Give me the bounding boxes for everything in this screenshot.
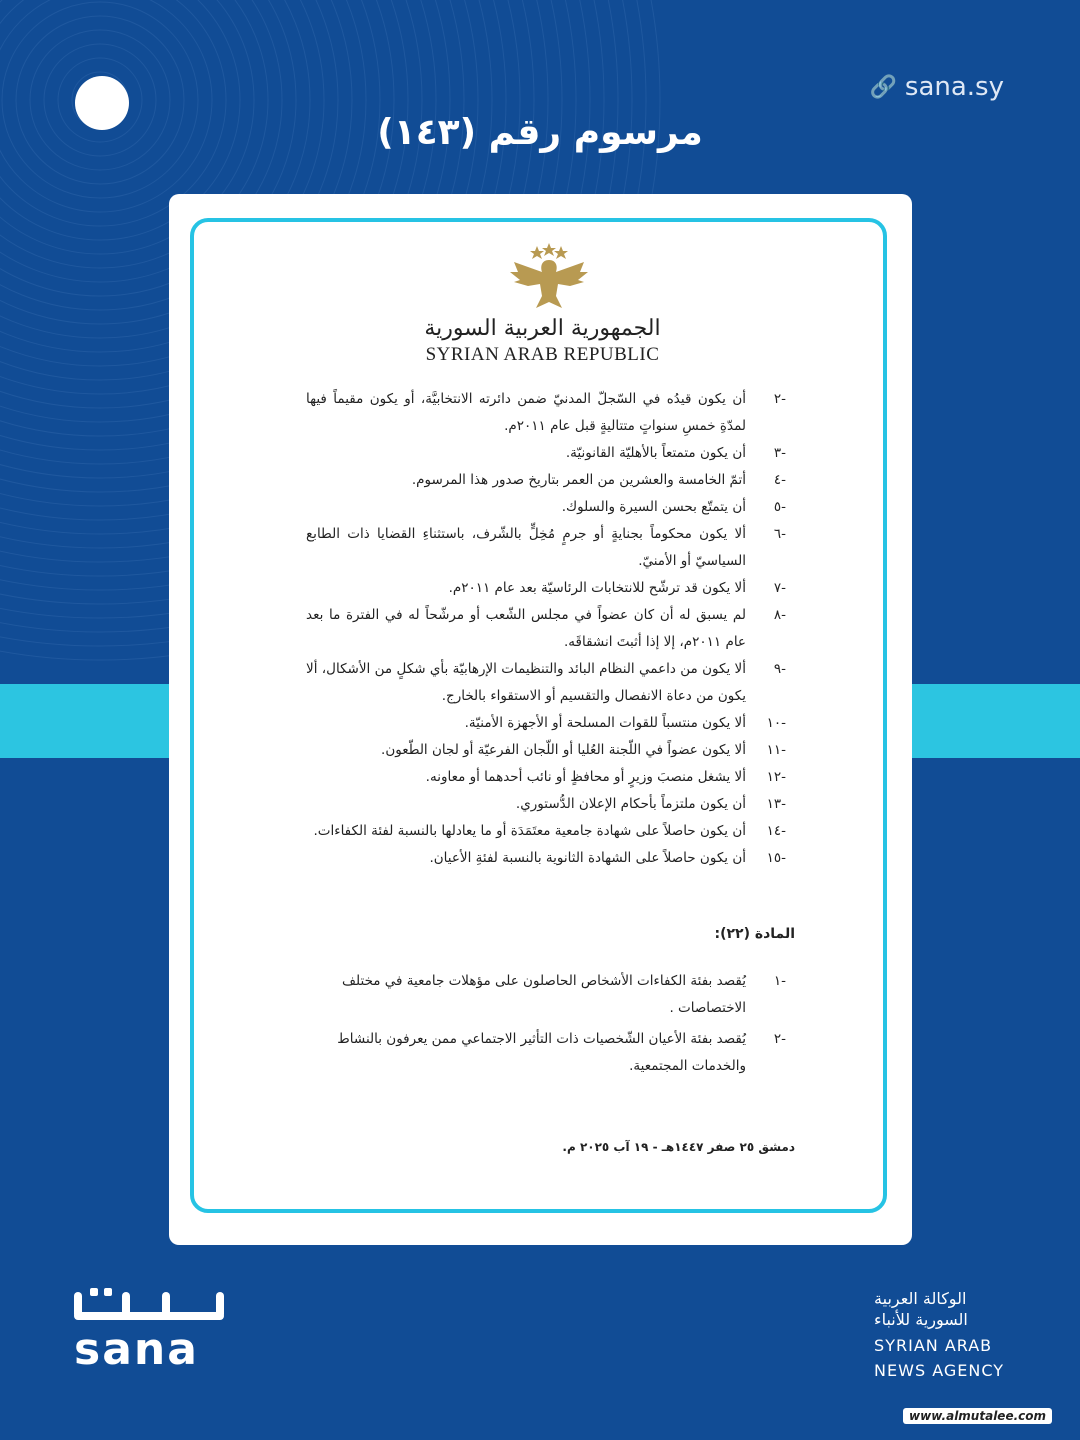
list-item: -١٤ أن يكون حاصلاً على شهادة جامعية معتَمَدَة أو ما يعادلها بالنسبة لفئة الكفاءات. [313, 823, 786, 839]
agency-name-english-2: NEWS AGENCY [874, 1361, 1004, 1380]
list-item: -٢ يُقصد بفئة الأعيان الشّخصيات ذات التأثير الاجتماعي ممن يعرفون بالنشاط والخدمات المجتمعية. [337, 1031, 786, 1074]
sana-logo [70, 1288, 230, 1368]
signature-date: دمشق ٢٥ صفر ١٤٤٧هـ - ١٩ آب ٢٠٢٥ م. [562, 1140, 795, 1154]
list-item: -١٢ ألا يشغل منصبَ وزيرٍ أو محافظٍ أو نائب أحدهما أو معاونه. [425, 769, 786, 785]
svg-text:sana: sana [74, 1324, 199, 1368]
list-item: -٩ ألا يكون من داعمي النظام البائد والتنظيمات الإرهابيّة بأي شكلٍ من الأشكال، ألا يكون من دعاة الانفصال والتقسيم أو الاستقواء بالخارج. [306, 661, 786, 704]
site-label: sana.sy [904, 72, 1004, 102]
decree-document [190, 218, 887, 1213]
document-card [169, 194, 912, 1245]
list-item: -٣ أن يكون متمتعاً بالأهليّة القانونيّة. [565, 445, 786, 461]
page-title: مرسوم رقم (١٤٣) [377, 112, 703, 153]
definitions-list [306, 968, 786, 1084]
site-link[interactable] [870, 72, 1005, 102]
list-item: -٨ لم يسبق له أن كان عضواً في مجلس الشّعب أو مرشّحاً له في الفترة ما بعد عام ٢٠١١م، إلا إذا أثبتَ انشقاقَه. [306, 607, 786, 650]
watermark: www.almutalee.com [903, 1408, 1052, 1424]
eagle-emblem-icon [504, 242, 594, 312]
list-item: -١٠ ألا يكون منتسباً للقوات المسلحة أو الأجهزة الأمنيّة. [464, 715, 786, 731]
list-item: -٤ أتمّ الخامسة والعشرين من العمر بتاريخ صدور هذا المرسوم. [411, 472, 786, 488]
agency-name [874, 1288, 1004, 1380]
list-item: -٦ ألا يكون محكوماً بجنايةٍ أو جرمٍ مُخِلٍّ بالشّرف، باستثناءِ القضايا ذات الطابع السياسيّ أو الأمنيّ. [306, 526, 786, 569]
list-item: -٥ أن يتمتّع بحسن السيرة والسلوك. [561, 499, 786, 515]
agency-name-english-1: SYRIAN ARAB [874, 1336, 993, 1355]
republic-name-arabic: الجمهورية العربية السورية [424, 316, 661, 341]
agency-name-arabic-1: الوكالة العربية [874, 1289, 967, 1308]
list-item: -١ يُقصد بفئة الكفاءات الأشخاص الحاصلون على مؤهلات جامعية في مختلف الاختصاصات . [342, 973, 786, 1016]
link-icon: 🔗 [869, 74, 897, 100]
list-item: -١١ ألا يكون عضواً في اللّجنة العُليا أو اللّجان الفرعيّة أو لجان الطّعون. [381, 742, 786, 758]
list-item: -٢ أن يكون قيدُه في السّجلّ المدنيّ ضمن دائرته الانتخابيَّة، أو يكون مقيماً فيها لمدّةِ خمسِ سنواتٍ متتاليةٍ قبل عام ٢٠١١م. [306, 391, 786, 434]
agency-name-arabic-2: السورية للأنباء [874, 1310, 968, 1329]
article-title: المادة (٢٢): [714, 926, 795, 942]
list-item: -١٥ أن يكون حاصلاً على الشهادة الثانوية بالنسبة لفئةِ الأعيان. [429, 850, 786, 866]
conditions-list [306, 386, 786, 872]
list-item: -٧ ألا يكون قد ترشّح للانتخابات الرئاسيّة بعد عام ٢٠١١م. [448, 580, 786, 596]
republic-name-english: SYRIAN ARAB REPUBLIC [425, 344, 660, 365]
list-item: -١٣ أن يكون ملتزماً بأحكام الإعلان الدُّستوري. [515, 796, 786, 812]
